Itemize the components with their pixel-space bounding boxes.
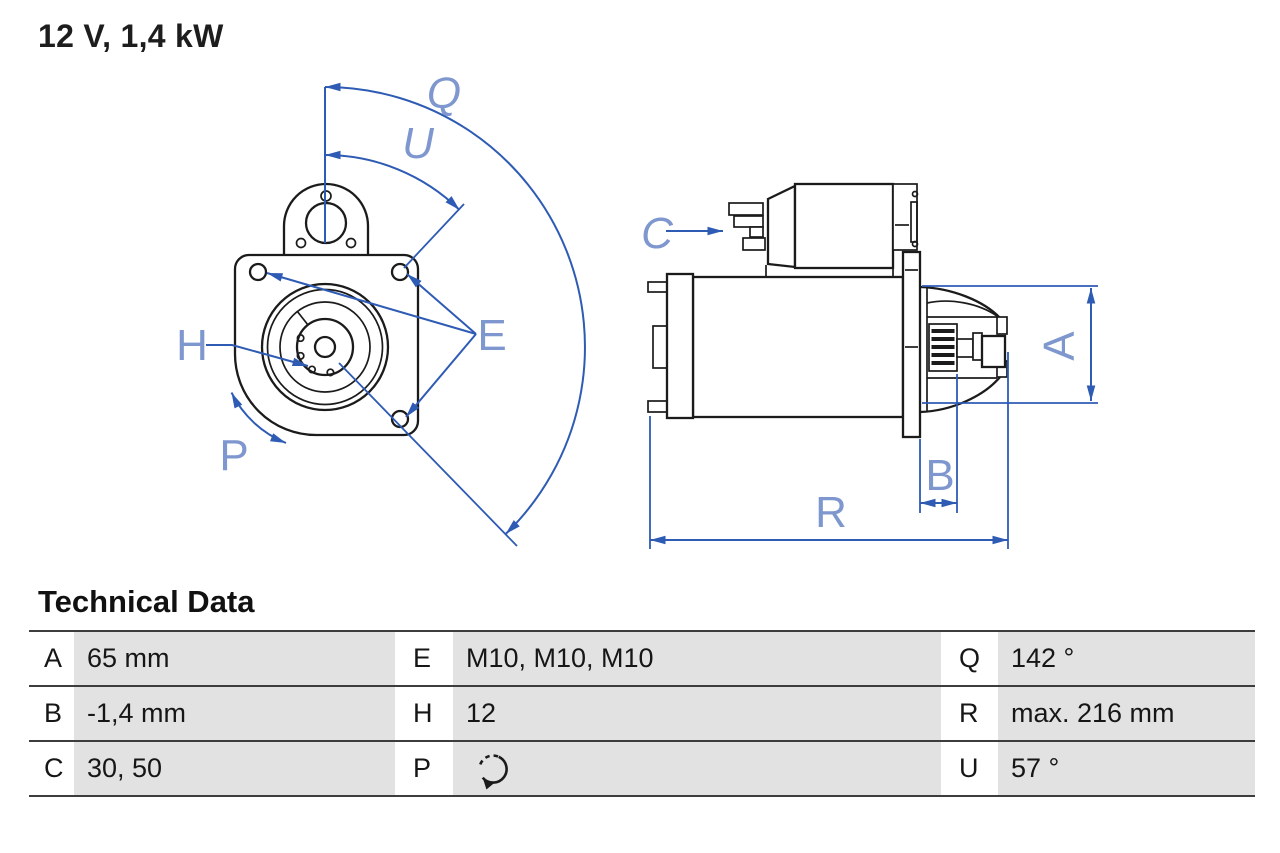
dim-label-q: Q <box>426 69 462 118</box>
table-value-r: max. 216 mm <box>998 687 1255 742</box>
end-cap <box>667 274 693 418</box>
table-label-h: H <box>395 687 453 742</box>
terminal-1 <box>729 203 763 215</box>
table-label-c: C <box>29 742 74 797</box>
table-label-a: A <box>29 632 74 687</box>
flange-edge <box>903 252 920 437</box>
shaft <box>957 339 973 357</box>
terminal-2 <box>734 216 763 227</box>
table-value-h: 12 <box>453 687 941 742</box>
table-value-a: 65 mm <box>74 632 395 687</box>
table-value-b: -1,4 mm <box>74 687 395 742</box>
technical-data-table <box>29 630 1255 797</box>
rotation-direction-icon <box>472 746 514 792</box>
table-heading: Technical Data <box>38 584 255 619</box>
dim-label-c: C <box>641 209 673 258</box>
table-value-e: M10, M10, M10 <box>453 632 941 687</box>
dim-label-u: U <box>402 119 434 168</box>
motor-body <box>693 277 903 417</box>
table-label-r: R <box>941 687 998 742</box>
table-value-u: 57 ° <box>998 742 1255 797</box>
dimension-arc-u <box>325 155 460 210</box>
dim-label-e: E <box>477 311 507 360</box>
side-view-drawing <box>648 184 1007 437</box>
table-label-e: E <box>395 632 453 687</box>
drive-housing-bottom <box>920 377 1000 412</box>
u-ray <box>404 204 464 268</box>
table-label-p: P <box>395 742 453 797</box>
page-title: 12 V, 1,4 kW <box>38 18 224 54</box>
tab-small-hole-right <box>347 239 356 248</box>
solenoid-body <box>795 184 893 268</box>
tab-small-hole-left <box>297 239 306 248</box>
table-value-c: 30, 50 <box>74 742 395 797</box>
table-value-p <box>453 742 941 797</box>
dim-label-r: R <box>815 488 847 537</box>
table-label-b: B <box>29 687 74 742</box>
table-label-u: U <box>941 742 998 797</box>
table-label-q: Q <box>941 632 998 687</box>
table-value-q: 142 ° <box>998 632 1255 687</box>
dim-label-p: P <box>219 431 249 480</box>
dim-label-b: B <box>925 451 955 500</box>
shaft-end <box>982 336 1005 367</box>
dim-label-h: H <box>176 321 208 370</box>
terminal-3 <box>743 238 765 250</box>
dim-label-a: A <box>1035 331 1084 361</box>
